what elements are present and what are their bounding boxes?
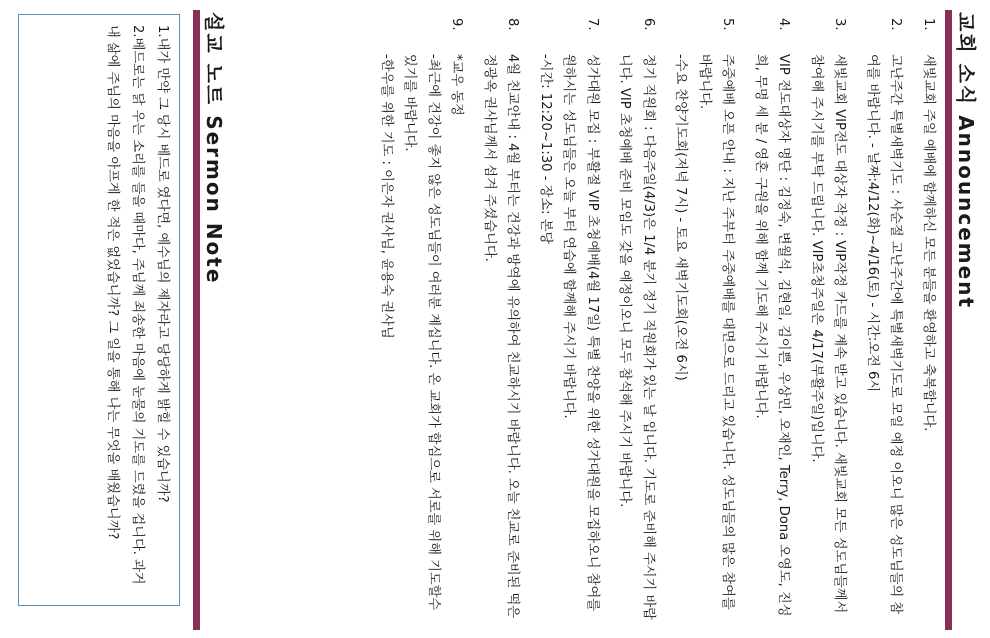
announcement-item-number: 1. — [921, 18, 936, 31]
announcement-item-number: 6. — [641, 18, 656, 31]
announcement-item-text: VIP 전도대상자 명단 : 김정숙, 변월석, 김현일, 김이쁜, 우상민, 오재인, Terry, Dona 오영도, 진성희, 무명 세 분 / 영혼 구원을 위해 함께 기도해 주시기 바랍니다. — [753, 54, 792, 617]
announcement-item — [861, 14, 908, 626]
announcement-item-text: 고난주간 특별새벽기도 : 사순절 고난주간에 특별새벽기도로 모일 예정 이오니 많은 성도님들의 참여를 바랍니다. - 날짜:4/12(화)~4/16(토) - 시간:오전 6시 — [865, 54, 904, 615]
announcement-item — [478, 14, 525, 626]
announcement-item-text: 주중예배 오픈 안내 : 지난 주부터 주중예배를 대면으로 드리고 있습니다. 성도님들의 많은 참여를 바랍니다. -수요 찬양기도회(저녁 7시) - 토요 새벽기도회(오전 6시) — [673, 54, 736, 610]
announcement-item — [613, 14, 660, 626]
announcement-title-rule — [945, 10, 952, 630]
announcement-item-number: 7. — [585, 18, 600, 31]
announcement-item-number: 5. — [720, 18, 736, 31]
announcement-item-text: 새빛교회 주일 예배에 함께하신 모든 분들을 환영하고 축복합니다. — [921, 54, 936, 432]
announcement-item — [669, 14, 740, 626]
sermon-question-2: 2.베드로는 닭 우는 소리를 들을 때마다, 주님께 죄송한 마음에 눈물의 기도를 드렸을 겁니다. 과거 내 삶에 주님의 마음을 아프게 한 적은 없었습니까? 그 일을 통해 나는 무엇을 배웠습니까? — [105, 25, 145, 585]
announcement-item-number: 9. — [449, 18, 465, 31]
sermon-title-rule — [193, 10, 200, 630]
announcement-item — [534, 14, 605, 626]
announcement-item — [375, 14, 469, 626]
announcement-item-number: 3. — [832, 18, 848, 31]
sermon-question-1: 1.내가 만약 그 당시 베드로 였다면, 예수님의 제자라고 당당하게 밝힐 수 있습니까? — [155, 25, 170, 503]
announcement-list — [366, 14, 941, 626]
announcement-item-text: 성가대원 모집 : 부활절 VIP 초청예배(4월 17일) 특별 찬양을 위한 성가대원을 모집하오니 참여를 원하시는 성도님들은 오늘 부터 연습에 함께해 주시기 바랍니다. -시간: 12:20~1:30 - 장소: 본당 — [538, 54, 600, 611]
announcement-title: 교회 소식 Announcement — [954, 12, 978, 310]
announcement-item-text: *교우 동정 -최근에 건강이 좋지 않은 성도님들이 여러분 계십니다. 온 교회가 합심으로 서로를 위해 기도할수 있기를 바랍니다. -한우를 위한 기도 : 이은자 권사님, 윤용숙 권사님 — [379, 54, 465, 611]
announcement-item — [805, 14, 852, 626]
sermon-title: 설교 노트 Sermon Note — [202, 12, 226, 285]
sermon-note-box — [18, 14, 180, 606]
announcement-item — [749, 14, 796, 626]
announcement-item — [917, 14, 941, 626]
announcement-item-text: 새빛교회 VIP전도 대상자 작정 : VIP작정 카드를 계속 받고 있습니다. 새빛교회 모든 성도님들께서 참여해 주시기를 부탁 드립니다. VIP초청주일은 4/17(부활주일)입니다. — [809, 54, 848, 614]
announcement-item-text: 4월 친교안내 : 4월 부터는 건강과 방역에 유의하여 친교하시기 바랍니다. 오늘 친교로 준비된 떡은 정광옥 권사님께서 섬겨 주셨습니다. — [482, 54, 521, 618]
announcement-item-text: 정기 직원회 : 다음주일(4/3)은 1/4 분기 정기 직원회가 있는 날 입니다. 기도로 준비해 주시기 바랍니다. VIP 초청예배 준비 모임도 갖을 예정이오니 모두 참석해 주시기 바랍니다. — [617, 54, 656, 620]
announcement-item-number: 4. — [776, 18, 792, 31]
announcement-item-number: 8. — [505, 18, 521, 31]
announcement-item-number: 2. — [888, 18, 904, 31]
